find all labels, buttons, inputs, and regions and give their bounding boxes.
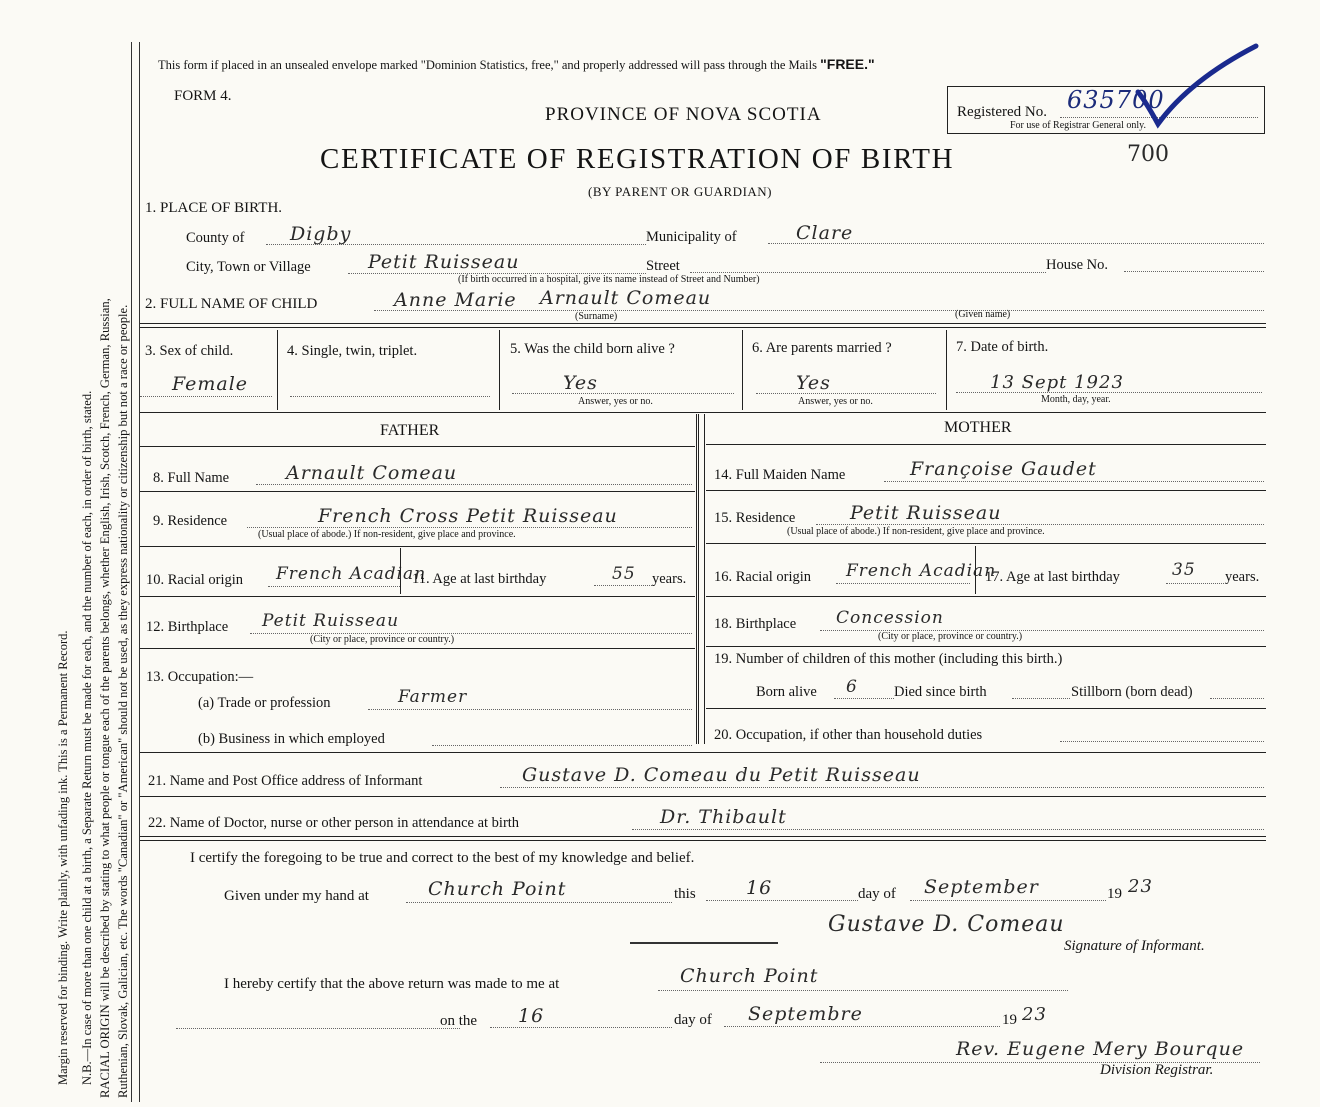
this-label: this (674, 886, 696, 902)
father-trade-value: Farmer (398, 687, 468, 707)
father-age-value: 55 (612, 564, 636, 584)
registrar-year-value: 23 (1022, 1004, 1047, 1025)
father-trade-label: (a) Trade or profession (198, 695, 331, 711)
informant-signature: Gustave D. Comeau (828, 912, 1065, 937)
doctor-value: Dr. Thibault (660, 806, 787, 828)
registration-label: Registered No. (957, 104, 1047, 120)
father-racial-label: 10. Racial origin (146, 572, 244, 588)
street-label: Street (646, 258, 680, 274)
place-of-birth-heading: 1. PLACE OF BIRTH. (145, 200, 283, 216)
stamp-number: 700 (1127, 142, 1169, 167)
married-note: Answer, yes or no. (798, 396, 873, 407)
city-label: City, Town or Village (186, 259, 311, 275)
father-birthplace-label: 12. Birthplace (146, 619, 229, 635)
stillborn-label: Stillborn (born dead) (1071, 684, 1193, 700)
municipality-label: Municipality of (646, 229, 737, 245)
given-name-note: (Given name) (955, 309, 1011, 320)
father-residence-label: 9. Residence (153, 513, 228, 529)
dob-label: 7. Date of birth. (956, 339, 1049, 355)
father-business-label: (b) Business in which employed (198, 731, 385, 747)
alive-label: 5. Was the child born alive ? (510, 341, 675, 357)
mother-birthplace-note: (City or place, province or country.) (878, 631, 1023, 642)
informant-signature-label: Signature of Informant. (1064, 938, 1205, 954)
child-name-label: 2. FULL NAME OF CHILD (145, 296, 318, 312)
alive-value: Yes (563, 372, 598, 394)
province-heading: PROVINCE OF NOVA SCOTIA (545, 104, 822, 125)
municipality-value: Clare (796, 222, 854, 244)
registrar-day-of-label: day of (674, 1012, 712, 1028)
mother-occupation-label: 20. Occupation, if other than household duties (714, 727, 983, 743)
registrar-signature: Rev. Eugene Mery Bourque (956, 1038, 1245, 1060)
father-occupation-label: 13. Occupation:— (146, 669, 254, 685)
mother-residence-label: 15. Residence (714, 510, 796, 526)
mother-children-label: 19. Number of children of this mother (including this birth.) (714, 651, 1063, 667)
city-value: Petit Ruisseau (368, 251, 520, 273)
registrar-day-value: 16 (518, 1005, 545, 1027)
county-value: Digby (290, 223, 352, 245)
alive-note: Answer, yes or no. (578, 396, 653, 407)
died-since-birth-label: Died since birth (894, 684, 987, 700)
mother-birthplace-value: Concession (836, 608, 944, 628)
mother-racial-label: 16. Racial origin (714, 569, 812, 585)
mother-name-value: Françoise Gaudet (910, 458, 1097, 480)
hospital-note: (If birth occurred in a hospital, give its name instead of Street and Number) (458, 274, 760, 285)
father-heading: FATHER (380, 422, 440, 439)
born-alive-value: 6 (846, 677, 858, 697)
certify-month-value: September (924, 876, 1039, 898)
certify-year-prefix: 19 (1107, 886, 1122, 902)
margin-note-racial-origin-cont: Ruthenian, Slovak, Galician, etc. The words "Canadian" or "American" should not be used, as they express nationality or citizenship but not a race or people. (116, 304, 130, 1098)
registrar-signature-label: Division Registrar. (1100, 1062, 1214, 1078)
registrar-month-value: Septembre (748, 1003, 863, 1025)
dob-note: Month, day, year. (1041, 394, 1111, 405)
plurality-label: 4. Single, twin, triplet. (287, 343, 418, 359)
father-birthplace-note: (City or place, province or country.) (310, 634, 455, 645)
doctor-label: 22. Name of Doctor, nurse or other person in attendance at birth (148, 815, 520, 831)
child-surname: Arnault Comeau (540, 287, 712, 309)
page-subtitle: (BY PARENT OR GUARDIAN) (588, 184, 773, 199)
mother-heading: MOTHER (944, 419, 1012, 436)
registration-number: 635700 (1067, 86, 1165, 114)
mother-birthplace-label: 18. Birthplace (714, 616, 797, 632)
registration-note: For use of Registrar General only. (1010, 120, 1146, 131)
dob-value: 13 Sept 1923 (990, 372, 1124, 393)
certify-place-value: Church Point (428, 878, 567, 900)
father-age-label: 11. Age at last birthday (412, 571, 547, 587)
certify-day-of-label: day of (858, 886, 896, 902)
given-under-label: Given under my hand at (224, 888, 369, 904)
mother-racial-value: French Acadian (846, 561, 997, 581)
father-name-label: 8. Full Name (153, 470, 230, 486)
registrar-year-prefix: 19 (1002, 1012, 1017, 1028)
margin-note-binding: Margin reserved for binding. Write plainly, with unfading ink. This is a Permanent Record. (56, 630, 70, 1085)
form-number: FORM 4. (174, 88, 232, 104)
informant-label: 21. Name and Post Office address of Informant (148, 773, 423, 789)
father-residence-value: French Cross Petit Ruisseau (318, 505, 618, 527)
certify-day-value: 16 (746, 877, 773, 899)
page-title: CERTIFICATE OF REGISTRATION OF BIRTH (320, 143, 955, 175)
married-label: 6. Are parents married ? (752, 340, 892, 356)
mother-abode-note: (Usual place of abode.) If non-resident, give place and province. (787, 526, 1045, 537)
mail-note: This form if placed in an unsealed envelope marked "Dominion Statistics, free," and properly addressed will pass through the Mails "FREE." (158, 56, 875, 72)
margin-note-racial-origin: RACIAL ORIGIN will be described by stating to what people or tongue each of the parents belongs, whether English, Irish, Scotch, French, German, Russian, (98, 298, 112, 1098)
born-alive-label: Born alive (756, 684, 817, 700)
margin-note-multiple-births: N.B.—In case of more than one child at a birth, a Separate Return must be made for each, and the number of each, in order of birth, stated. (80, 390, 94, 1085)
registrar-place-value: Church Point (680, 965, 819, 987)
sex-label: 3. Sex of child. (145, 343, 234, 359)
father-abode-note: (Usual place of abode.) If non-resident, give place and province. (258, 529, 516, 540)
surname-note: (Surname) (575, 311, 618, 322)
mother-age-label: 17. Age at last birthday (985, 569, 1120, 585)
house-number-label: House No. (1046, 257, 1109, 273)
county-label: County of (186, 230, 245, 246)
mother-name-label: 14. Full Maiden Name (714, 467, 846, 483)
on-the-label: on the (440, 1013, 478, 1029)
informant-value: Gustave D. Comeau du Petit Ruisseau (522, 764, 921, 786)
certify-year-value: 23 (1128, 876, 1153, 897)
mother-age-value: 35 (1172, 560, 1196, 580)
registrar-statement: I hereby certify that the above return was made to me at (224, 976, 560, 992)
check-mark-icon (1130, 40, 1260, 130)
child-given-name: Anne Marie (394, 289, 517, 311)
mother-residence-value: Petit Ruisseau (850, 502, 1002, 524)
father-name-value: Arnault Comeau (286, 462, 458, 484)
father-birthplace-value: Petit Ruisseau (262, 611, 400, 631)
married-value: Yes (796, 372, 831, 394)
father-years-label: years. (652, 571, 687, 587)
father-racial-value: French Acadian (276, 564, 427, 584)
sex-value: Female (172, 373, 249, 395)
mother-years-label: years. (1225, 569, 1260, 585)
certify-statement: I certify the foregoing to be true and correct to the best of my knowledge and belief. (190, 850, 695, 866)
